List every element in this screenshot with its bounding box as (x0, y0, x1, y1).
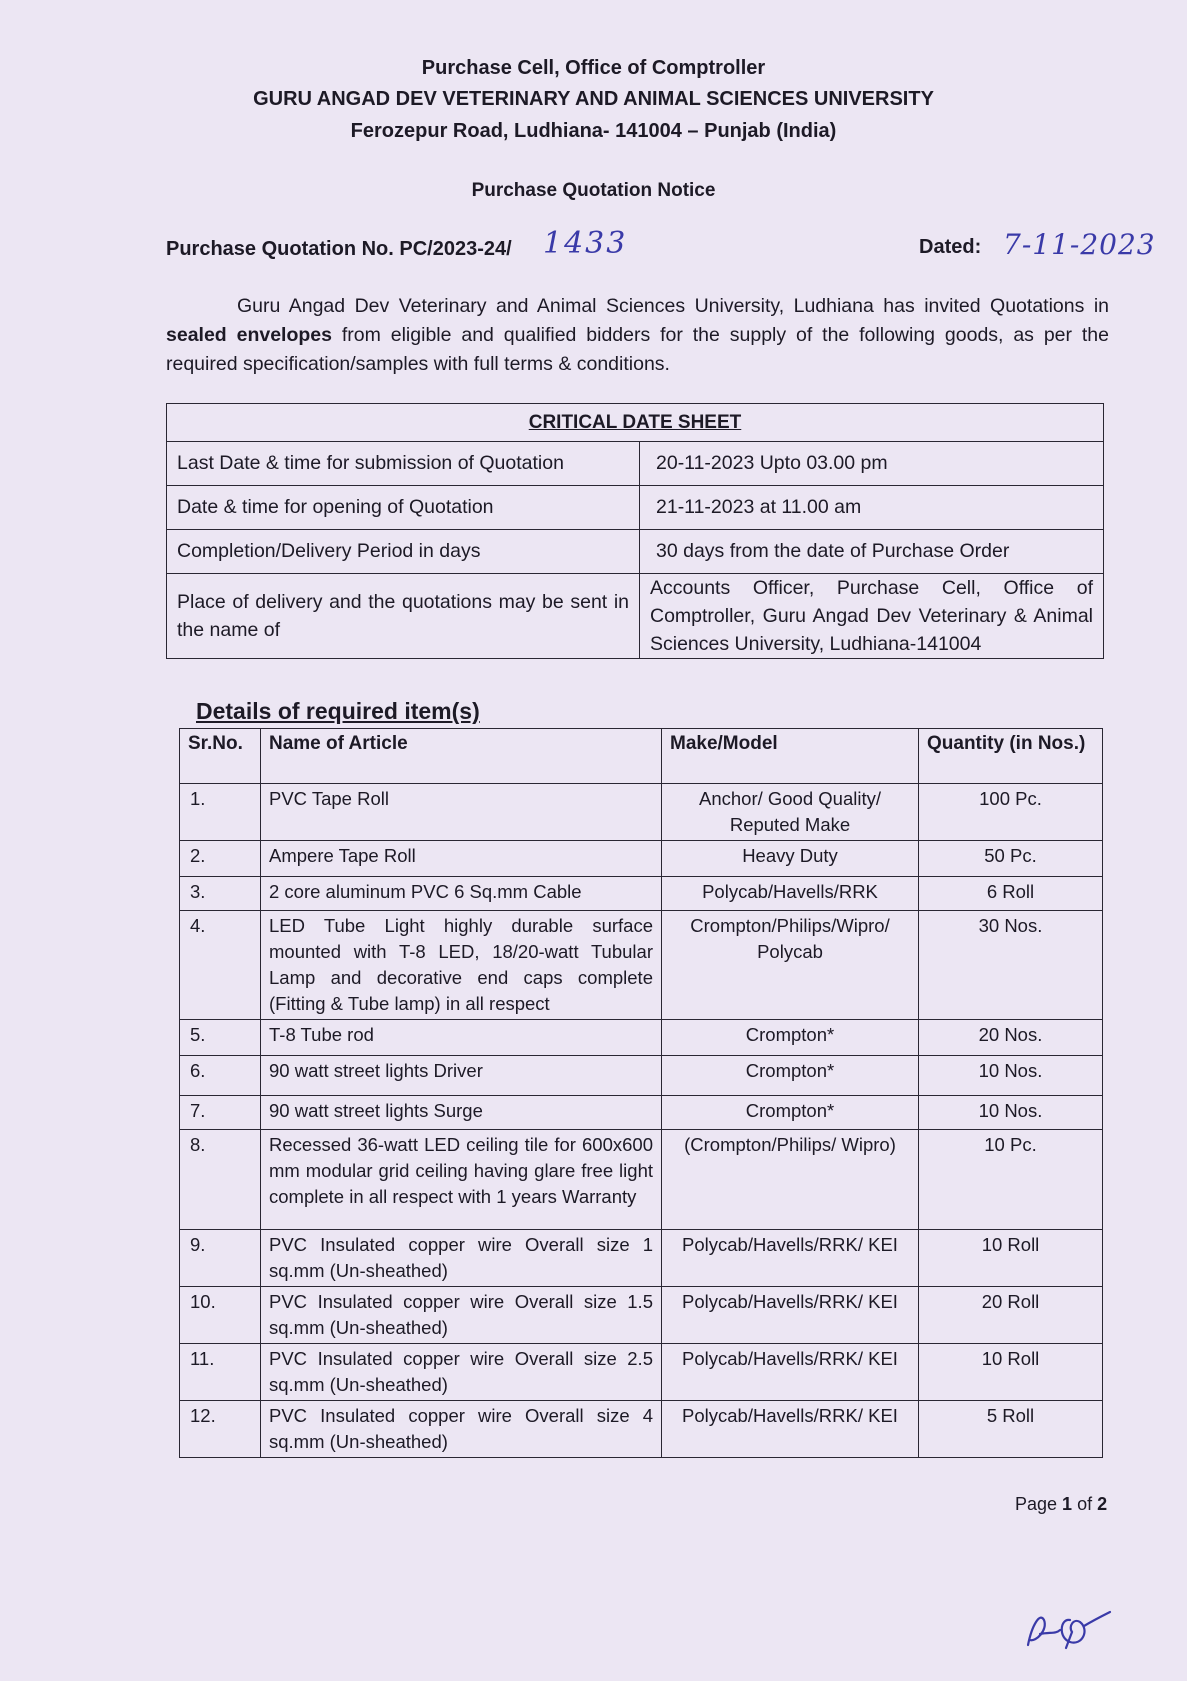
item-make-cell: Polycab/Havells/RRK/ KEI (662, 1230, 919, 1287)
item-sr-cell: 6. (180, 1056, 261, 1096)
cds-row (167, 442, 1104, 486)
item-make-cell: Polycab/Havells/RRK/ KEI (662, 1287, 919, 1344)
item-make-cell: Polycab/Havells/RRK (662, 877, 919, 911)
page-total: 2 (1097, 1494, 1108, 1514)
item-qty-cell: 100 Pc. (919, 784, 1103, 841)
cds-label: Completion/Delivery Period in days (167, 530, 640, 574)
table-row (180, 877, 1103, 911)
item-qty-cell: 10 Roll (919, 1230, 1103, 1287)
item-make-cell: Crompton* (662, 1020, 919, 1056)
item-qty-cell: 10 Roll (919, 1344, 1103, 1401)
cds-value: 30 days from the date of Purchase Order (640, 530, 1104, 574)
item-sr-cell: 12. (180, 1401, 261, 1458)
critical-date-sheet-title: CRITICAL DATE SHEET (167, 404, 1104, 442)
items-section-title: Details of required item(s) (196, 698, 480, 724)
dated-label: Dated: (919, 236, 982, 258)
col-header-qty: Quantity (in Nos.) (919, 729, 1103, 784)
cds-row (167, 486, 1104, 530)
item-name-cell: PVC Tape Roll (261, 784, 662, 841)
item-name-cell: Ampere Tape Roll (261, 841, 662, 877)
header-university: GURU ANGAD DEV VETERINARY AND ANIMAL SCIENCES UNIVERSITY (253, 88, 934, 110)
table-row (180, 1401, 1103, 1458)
item-sr-cell: 10. (180, 1287, 261, 1344)
dated-handwritten: 7-11-2023 (1003, 228, 1156, 261)
item-qty-cell: 10 Nos. (919, 1056, 1103, 1096)
item-sr-cell: 2. (180, 841, 261, 877)
table-row (180, 841, 1103, 877)
header-address: Ferozepur Road, Ludhiana- 141004 – Punjab (India) (350, 120, 837, 142)
table-row (180, 1020, 1103, 1056)
intro-text-2: from eligible and qualified bidders for the supply of the following goods, as per the required specification/samples with full terms & conditions. (166, 324, 1109, 375)
item-make-cell: Crompton* (662, 1056, 919, 1096)
col-header-name: Name of Article (261, 729, 662, 784)
item-name-cell: PVC Insulated copper wire Overall size 2.5 sq.mm (Un-sheathed) (261, 1344, 662, 1401)
signature-mark (1010, 1590, 1120, 1660)
cds-value: 20-11-2023 Upto 03.00 pm (640, 442, 1104, 486)
item-make-cell: (Crompton/Philips/ Wipro) (662, 1130, 919, 1230)
item-name-cell: PVC Insulated copper wire Overall size 1.5 sq.mm (Un-sheathed) (261, 1287, 662, 1344)
page-mid: of (1072, 1494, 1098, 1514)
items-table (179, 728, 1103, 1458)
item-qty-cell: 10 Pc. (919, 1130, 1103, 1230)
item-qty-cell: 30 Nos. (919, 911, 1103, 1020)
intro-paragraph (166, 292, 1109, 379)
table-row (180, 1096, 1103, 1130)
quotation-number-label: Purchase Quotation No. PC/2023-24/ (166, 238, 512, 260)
critical-date-sheet (166, 403, 1104, 659)
item-name-cell: LED Tube Light highly durable surface mounted with T-8 LED, 18/20-watt Tubular Lamp and decorative end caps complete (Fitting & Tube lamp) in all respect (261, 911, 662, 1020)
cds-label: Last Date & time for submission of Quotation (167, 442, 640, 486)
table-row (180, 1130, 1103, 1230)
intro-bold: sealed envelopes (166, 324, 332, 346)
table-row (180, 911, 1103, 1020)
notice-title: Purchase Quotation Notice (471, 180, 716, 201)
cds-value: 21-11-2023 at 11.00 am (640, 486, 1104, 530)
item-sr-cell: 9. (180, 1230, 261, 1287)
item-qty-cell: 50 Pc. (919, 841, 1103, 877)
intro-text-1: Guru Angad Dev Veterinary and Animal Sciences University, Ludhiana has invited Quotations in (237, 295, 1109, 317)
item-name-cell: 90 watt street lights Surge (261, 1096, 662, 1130)
item-qty-cell: 20 Roll (919, 1287, 1103, 1344)
quotation-number-handwritten: 1433 (543, 226, 628, 261)
table-row (180, 1056, 1103, 1096)
items-header-row (180, 729, 1103, 784)
table-row (180, 784, 1103, 841)
item-sr-cell: 5. (180, 1020, 261, 1056)
item-sr-cell: 11. (180, 1344, 261, 1401)
item-sr-cell: 4. (180, 911, 261, 1020)
item-qty-cell: 5 Roll (919, 1401, 1103, 1458)
page-prefix: Page (1015, 1494, 1063, 1514)
item-sr-cell: 3. (180, 877, 261, 911)
item-make-cell: Anchor/ Good Quality/ Reputed Make (662, 784, 919, 841)
item-sr-cell: 1. (180, 784, 261, 841)
cds-label: Date & time for opening of Quotation (167, 486, 640, 530)
col-header-make: Make/Model (662, 729, 919, 784)
item-make-cell: Crompton* (662, 1096, 919, 1130)
item-make-cell: Polycab/Havells/RRK/ KEI (662, 1344, 919, 1401)
col-header-sr: Sr.No. (180, 729, 261, 784)
cds-row (167, 574, 1104, 659)
cds-row (167, 530, 1104, 574)
item-name-cell: PVC Insulated copper wire Overall size 4 sq.mm (Un-sheathed) (261, 1401, 662, 1458)
item-name-cell: PVC Insulated copper wire Overall size 1 sq.mm (Un-sheathed) (261, 1230, 662, 1287)
table-row (180, 1344, 1103, 1401)
item-make-cell: Heavy Duty (662, 841, 919, 877)
cds-value: Accounts Officer, Purchase Cell, Office of Comptroller, Guru Angad Dev Veterinary & Animal Sciences University, Ludhiana-141004 (640, 574, 1104, 659)
header-office: Purchase Cell, Office of Comptroller (421, 57, 766, 79)
item-name-cell: Recessed 36-watt LED ceiling tile for 600x600 mm modular grid ceiling having glare free light complete in all respect with 1 years Warranty (261, 1130, 662, 1230)
item-qty-cell: 20 Nos. (919, 1020, 1103, 1056)
item-sr-cell: 7. (180, 1096, 261, 1130)
item-sr-cell: 8. (180, 1130, 261, 1230)
item-make-cell: Crompton/Philips/Wipro/ Polycab (662, 911, 919, 1020)
page-number (1015, 1494, 1107, 1515)
item-make-cell: Polycab/Havells/RRK/ KEI (662, 1401, 919, 1458)
item-name-cell: 90 watt street lights Driver (261, 1056, 662, 1096)
item-qty-cell: 6 Roll (919, 877, 1103, 911)
page-current: 1 (1062, 1494, 1073, 1514)
table-row (180, 1230, 1103, 1287)
item-name-cell: 2 core aluminum PVC 6 Sq.mm Cable (261, 877, 662, 911)
item-name-cell: T-8 Tube rod (261, 1020, 662, 1056)
cds-label: Place of delivery and the quotations may be sent in the name of (167, 574, 640, 659)
item-qty-cell: 10 Nos. (919, 1096, 1103, 1130)
table-row (180, 1287, 1103, 1344)
